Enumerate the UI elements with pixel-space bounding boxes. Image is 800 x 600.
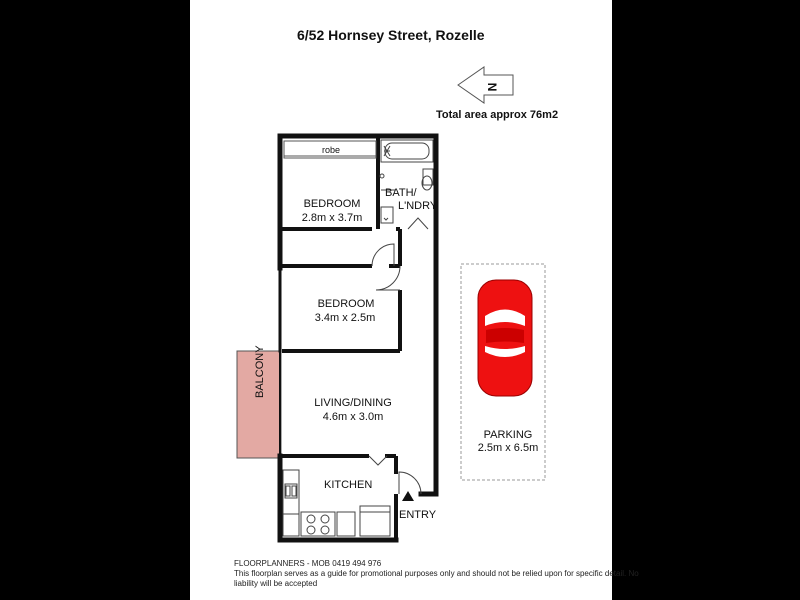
page-title: 6/52 Hornsey Street, Rozelle	[297, 27, 485, 43]
living-size: 4.6m x 3.0m	[322, 411, 384, 423]
north-label: N	[485, 82, 500, 92]
entry-label: ENTRY	[399, 509, 437, 521]
entry-arrow-icon	[402, 491, 414, 501]
robe-label: robe	[322, 145, 341, 155]
car-icon	[478, 280, 532, 396]
parking-name: PARKING	[483, 429, 533, 441]
total-area-label: Total area approx 76m2	[436, 109, 559, 121]
footer-disclaimer-1: This floorplan serves as a guide for promotional purposes only and should not be relied upon for specific detail. No	[234, 569, 639, 578]
balcony-label: BALCONY	[254, 345, 266, 398]
footer-disclaimer-2: liability will be accepted	[234, 579, 318, 588]
parking-size: 2.5m x 6.5m	[477, 442, 539, 454]
kitchen-name: KITCHEN	[324, 479, 373, 491]
footer-company: FLOORPLANNERS - MOB 0419 494 976	[234, 559, 382, 568]
bath-label-line1: BATH/	[385, 187, 417, 199]
bedroom1-name: BEDROOM	[303, 198, 361, 210]
bath-label-line2: L'NDRY	[398, 200, 438, 212]
living-name: LIVING/DINING	[314, 397, 392, 409]
bedroom2-size: 3.4m x 2.5m	[314, 312, 376, 324]
bedroom1-size: 2.8m x 3.7m	[301, 212, 363, 224]
bedroom2-name: BEDROOM	[317, 298, 375, 310]
